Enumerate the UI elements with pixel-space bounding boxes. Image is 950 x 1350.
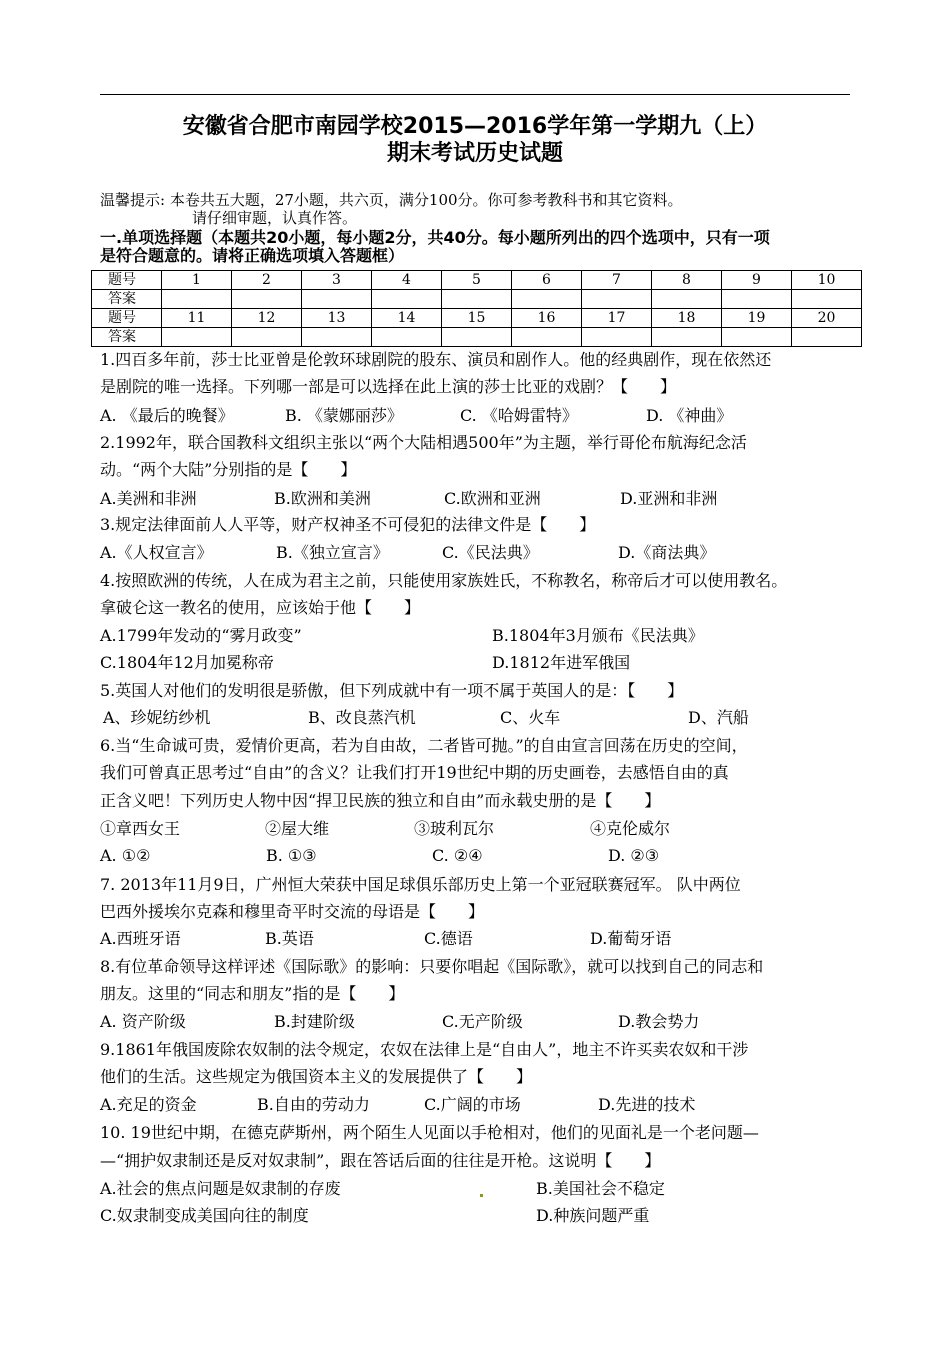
q1-option-a: A. 《最后的晚餐》: [100, 406, 234, 425]
question-5-line1: 5.英国人对他们的发明很是骄傲，但下列成就中有一项不属于英国人的是：【 】: [100, 681, 684, 700]
question-2-line2: 动。“两个大陆”分别指的是【 】: [100, 460, 357, 479]
table-number-cell: 4: [372, 271, 442, 290]
question-9-line2: 他们的生活。这些规定为俄国资本主义的发展提供了【 】: [100, 1067, 533, 1086]
tip-line1: 温馨提示: 本卷共五大题，27小题，共六页，满分100分。你可参考教科书和其它资料。: [100, 191, 683, 209]
table-number-cell: 8: [652, 271, 722, 290]
table-number-cell: 3: [302, 271, 372, 290]
question-8-line1: 8.有位革命领导这样评述《国际歌》的影响：只要你唱起《国际歌》，就可以找到自己的同志和: [100, 957, 764, 976]
table-number-cell: 18: [652, 309, 722, 328]
q9-option-a: A.充足的资金: [100, 1095, 197, 1114]
exam-title-line1: 安徽省合肥市南园学校2015—2016学年第一学期九（上）: [182, 114, 768, 139]
q2-option-c: C.欧洲和亚洲: [444, 489, 541, 508]
q7-option-d: D.葡萄牙语: [590, 929, 672, 948]
q8-option-c: C.无产阶级: [442, 1012, 523, 1031]
q4-option-b: B.1804年3月颁布《民法典》: [492, 626, 704, 645]
q8-option-a: A. 资产阶级: [100, 1012, 186, 1031]
question-3-line1: 3.规定法律面前人人平等，财产权神圣不可侵犯的法律文件是【 】: [100, 515, 596, 534]
q6-option-a: A. ①②: [100, 846, 151, 865]
table-answer-cell[interactable]: [232, 290, 302, 309]
q6-option-b: B. ①③: [266, 846, 317, 865]
q8-option-d: D.教会势力: [618, 1012, 700, 1031]
header-rule: [100, 94, 850, 95]
table-answer-cell[interactable]: [722, 328, 792, 347]
q3-option-b: B.《独立宣言》: [276, 543, 389, 562]
table-answer-cell[interactable]: [652, 290, 722, 309]
q5-option-b: B、改良蒸汽机: [308, 708, 416, 727]
answer-table-number-row: [92, 271, 862, 290]
q3-option-a: A.《人权宣言》: [100, 543, 213, 562]
question-7-line2: 巴西外援埃尔克森和穆里奇平时交流的母语是【 】: [100, 902, 485, 921]
table-number-cell: 11: [162, 309, 232, 328]
question-10-line1: 10. 19世纪中期，在德克萨斯州，两个陌生人见面以手枪相对，他们的见面礼是一个老问题—: [100, 1123, 759, 1142]
table-number-cell: 9: [722, 271, 792, 290]
table-answer-cell[interactable]: [372, 328, 442, 347]
table-answer-cell[interactable]: [302, 328, 372, 347]
table-answer-cell[interactable]: [372, 290, 442, 309]
q7-option-c: C.德语: [424, 929, 473, 948]
question-8-line2: 朋友。这里的“同志和朋友”指的是【 】: [100, 984, 405, 1003]
q8-option-b: B.封建阶级: [274, 1012, 355, 1031]
exam-title-line2: 期末考试历史试题: [386, 141, 563, 166]
question-6-line2: 我们可曾真正思考过“自由”的含义？让我们打开19世纪中期的历史画卷，去感悟自由的真: [100, 763, 729, 782]
table-answer-cell[interactable]: [442, 290, 512, 309]
question-2-line1: 2.1992年，联合国教科文组织主张以“两个大陆相遇500年”为主题，举行哥伦布航海纪念活: [100, 433, 747, 452]
q5-option-c: C、火车: [500, 708, 561, 727]
question-1-line2: 是剧院的唯一选择。下列哪一部是可以选择在此上演的莎士比亚的戏剧？【 】: [100, 377, 677, 396]
q10-option-a: A.社会的焦点问题是奴隶制的存废: [100, 1179, 341, 1198]
q10-option-d: D.种族问题严重: [536, 1206, 650, 1225]
q4-option-c: C.1804年12月加冕称帝: [100, 653, 274, 672]
q7-option-a: A.西班牙语: [100, 929, 181, 948]
tip-line2: 请仔细审题，认真作答。: [192, 209, 358, 227]
table-answer-cell[interactable]: [582, 290, 652, 309]
question-6-line1: 6.当“生命诚可贵，爱情价更高，若为自由故，二者皆可抛。”的自由宣言回荡在历史的空间，: [100, 736, 748, 755]
table-answer-cell[interactable]: [582, 328, 652, 347]
table-label-answer: 答案: [92, 328, 162, 347]
q6-item-3: ③玻利瓦尔: [414, 819, 495, 838]
question-10-line2: —“拥护奴隶制还是反对奴隶制”，跟在答话后面的往往是开枪。这说明【 】: [100, 1151, 661, 1170]
q6-item-2: ②屋大维: [265, 819, 330, 838]
table-number-cell: 6: [512, 271, 582, 290]
q9-option-b: B.自由的劳动力: [257, 1095, 370, 1114]
table-answer-cell[interactable]: [162, 290, 232, 309]
table-answer-cell[interactable]: [302, 290, 372, 309]
table-number-cell: 12: [232, 309, 302, 328]
table-answer-cell[interactable]: [512, 290, 582, 309]
q3-option-c: C.《民法典》: [442, 543, 539, 562]
q7-option-b: B.英语: [265, 929, 314, 948]
table-number-cell: 17: [582, 309, 652, 328]
table-answer-cell[interactable]: [652, 328, 722, 347]
table-label-number: 题号: [92, 309, 162, 328]
q6-option-d: D. ②③: [608, 846, 660, 865]
table-answer-cell[interactable]: [162, 328, 232, 347]
table-number-cell: 7: [582, 271, 652, 290]
table-number-cell: 5: [442, 271, 512, 290]
table-label-answer: 答案: [92, 290, 162, 309]
answer-table-number-row: [92, 309, 862, 328]
q2-option-b: B.欧洲和美洲: [274, 489, 371, 508]
table-number-cell: 20: [792, 309, 862, 328]
q6-item-4: ④克伦威尔: [590, 819, 671, 838]
q1-option-d: D. 《神曲》: [646, 406, 733, 425]
table-number-cell: 2: [232, 271, 302, 290]
table-number-cell: 19: [722, 309, 792, 328]
section1-heading-line2: 是符合题意的。请将正确选项填入答题框）: [100, 246, 405, 265]
q9-option-c: C.广阔的市场: [424, 1095, 521, 1114]
stray-dot-mark: [480, 1194, 483, 1197]
section1-heading-line1: 一.单项选择题（本题共20小题，每小题2分，共40分。每小题所列出的四个选项中，只有一项: [100, 228, 770, 247]
table-number-cell: 1: [162, 271, 232, 290]
answer-table-answer-row: [92, 290, 862, 309]
table-number-cell: 10: [792, 271, 862, 290]
q10-option-c: C.奴隶制变成美国向往的制度: [100, 1206, 309, 1225]
table-answer-cell[interactable]: [792, 290, 862, 309]
q1-option-c: C. 《哈姆雷特》: [460, 406, 578, 425]
table-answer-cell[interactable]: [442, 328, 512, 347]
q5-option-a: A、珍妮纺纱机: [103, 708, 211, 727]
question-4-line1: 4.按照欧洲的传统，人在成为君主之前，只能使用家族姓氏，不称教名，称帝后才可以使用教名。: [100, 571, 788, 590]
q5-option-d: D、汽船: [688, 708, 749, 727]
q9-option-d: D.先进的技术: [598, 1095, 696, 1114]
q4-option-d: D.1812年进军俄国: [492, 653, 631, 672]
table-number-cell: 15: [442, 309, 512, 328]
table-answer-cell[interactable]: [232, 328, 302, 347]
table-answer-cell[interactable]: [512, 328, 582, 347]
table-label-number: 题号: [92, 271, 162, 290]
table-number-cell: 13: [302, 309, 372, 328]
q2-option-d: D.亚洲和非洲: [620, 489, 718, 508]
q6-option-c: C. ②④: [432, 846, 483, 865]
table-number-cell: 14: [372, 309, 442, 328]
q3-option-d: D.《商法典》: [618, 543, 716, 562]
answer-table: [91, 270, 862, 347]
answer-table-answer-row: [92, 328, 862, 347]
q4-option-a: A.1799年发动的“雾月政变”: [100, 626, 302, 645]
table-number-cell: 16: [512, 309, 582, 328]
question-4-line2: 拿破仑这一教名的使用，应该始于他【 】: [100, 598, 421, 617]
question-7-line1: 7. 2013年11月9日，广州恒大荣获中国足球俱乐部历史上第一个亚冠联赛冠军。 队中两位: [100, 875, 741, 894]
table-answer-cell[interactable]: [722, 290, 792, 309]
q2-option-a: A.美洲和非洲: [100, 489, 197, 508]
q10-option-b: B.美国社会不稳定: [536, 1179, 665, 1198]
q6-item-1: ①章西女王: [100, 819, 181, 838]
question-9-line1: 9.1861年俄国废除农奴制的法令规定，农奴在法律上是“自由人”，地主不许买卖农奴和干涉: [100, 1040, 749, 1059]
table-answer-cell[interactable]: [792, 328, 862, 347]
question-1-line1: 1.四百多年前，莎士比亚曾是伦敦环球剧院的股东、演员和剧作人。他的经典剧作，现在依然还: [100, 350, 772, 369]
question-6-line3: 正含义吧！下列历史人物中因“捍卫民族的独立和自由”而永载史册的是【 】: [100, 791, 661, 810]
q1-option-b: B. 《蒙娜丽莎》: [285, 406, 403, 425]
